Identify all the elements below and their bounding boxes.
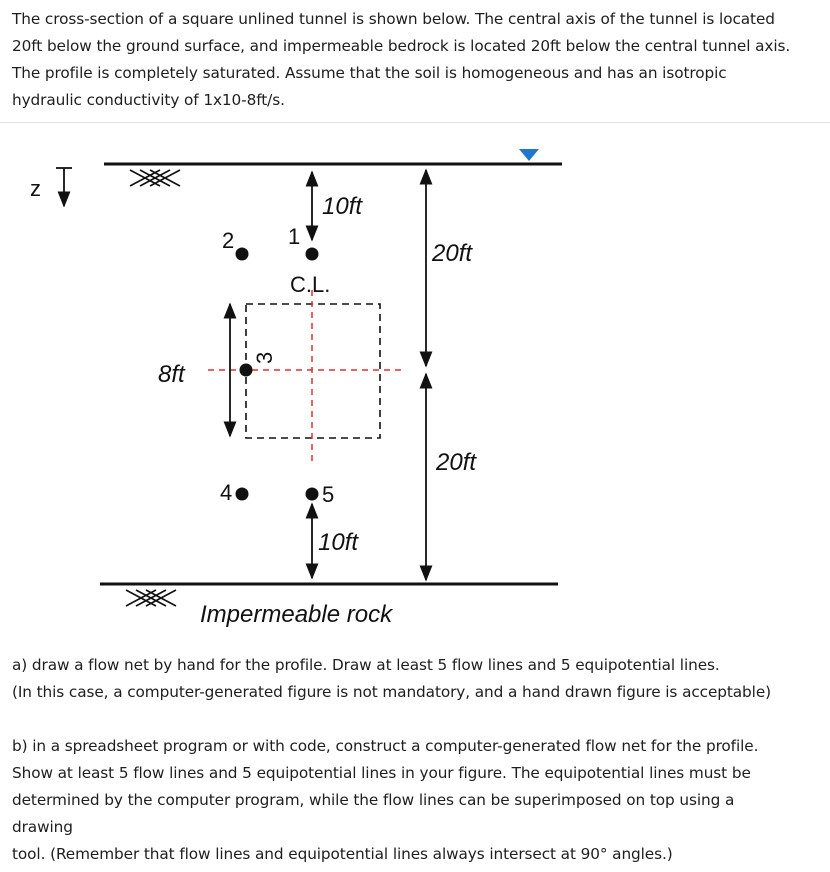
dim-axis-to-rock-label: 20ft (436, 449, 477, 476)
point-1-marker (306, 248, 319, 261)
dim-tunnel-height-label: 8ft (158, 361, 185, 388)
part-b-line: tool. (Remember that flow lines and equipotential lines always intersect at 90° angles.) (12, 845, 673, 863)
point-4-label: 4 (220, 480, 233, 505)
point-3-label: 3 (252, 351, 277, 364)
part-b-line: determined by the computer program, while the flow lines can be superimposed on top using a (12, 791, 735, 809)
point-2-label: 2 (222, 228, 235, 253)
bedrock-hatch-symbol (126, 590, 176, 606)
problem-line: 20ft below the ground surface, and impermeable bedrock is located 20ft below the central tunnel axis. (12, 37, 791, 55)
tunnel-cross-section-figure (0, 140, 830, 640)
part-a-line: a) draw a flow net by hand for the profile. Draw at least 5 flow lines and 5 equipotential lines. (12, 656, 720, 674)
dim-bottom-gap-label: 10ft (318, 529, 359, 556)
part-b-question (12, 733, 824, 868)
part-b-line: Show at least 5 flow lines and 5 equipotential lines in your figure. The equipotential lines must be (12, 764, 751, 782)
problem-line: hydraulic conductivity of 1x10-8ft/s. (12, 91, 285, 109)
part-b-line: b) in a spreadsheet program or with code, construct a computer-generated flow net for the profile. (12, 737, 759, 755)
problem-statement (12, 6, 824, 114)
dim-ground-to-axis-label: 20ft (432, 240, 473, 267)
point-3-marker (240, 364, 253, 377)
part-b-line: drawing (12, 818, 73, 836)
problem-line: The profile is completely saturated. Assume that the soil is homogeneous and has an isotropic (12, 64, 727, 82)
tunnel-outline (246, 304, 380, 438)
point-2-marker (236, 248, 249, 261)
part-a-question (12, 652, 824, 706)
water-table-icon (519, 149, 539, 161)
centerline-label: C.L. (290, 272, 331, 297)
ground-hatch-symbol (130, 170, 180, 186)
point-5-label: 5 (322, 482, 335, 507)
point-5-marker (306, 488, 319, 501)
z-axis-label: z (30, 176, 41, 201)
part-a-line: (In this case, a computer-generated figure is not mandatory, and a hand drawn figure is acceptable) (12, 683, 771, 701)
section-divider (0, 122, 830, 123)
bedrock-label: Impermeable rock (200, 601, 393, 628)
point-1-label: 1 (288, 224, 301, 249)
tunnel-centerlines (208, 290, 406, 462)
dim-top-cover-label: 10ft (322, 193, 363, 220)
point-4-marker (236, 488, 249, 501)
z-axis-arrow (56, 168, 72, 206)
problem-line: The cross-section of a square unlined tunnel is shown below. The central axis of the tunnel is located (12, 10, 775, 28)
